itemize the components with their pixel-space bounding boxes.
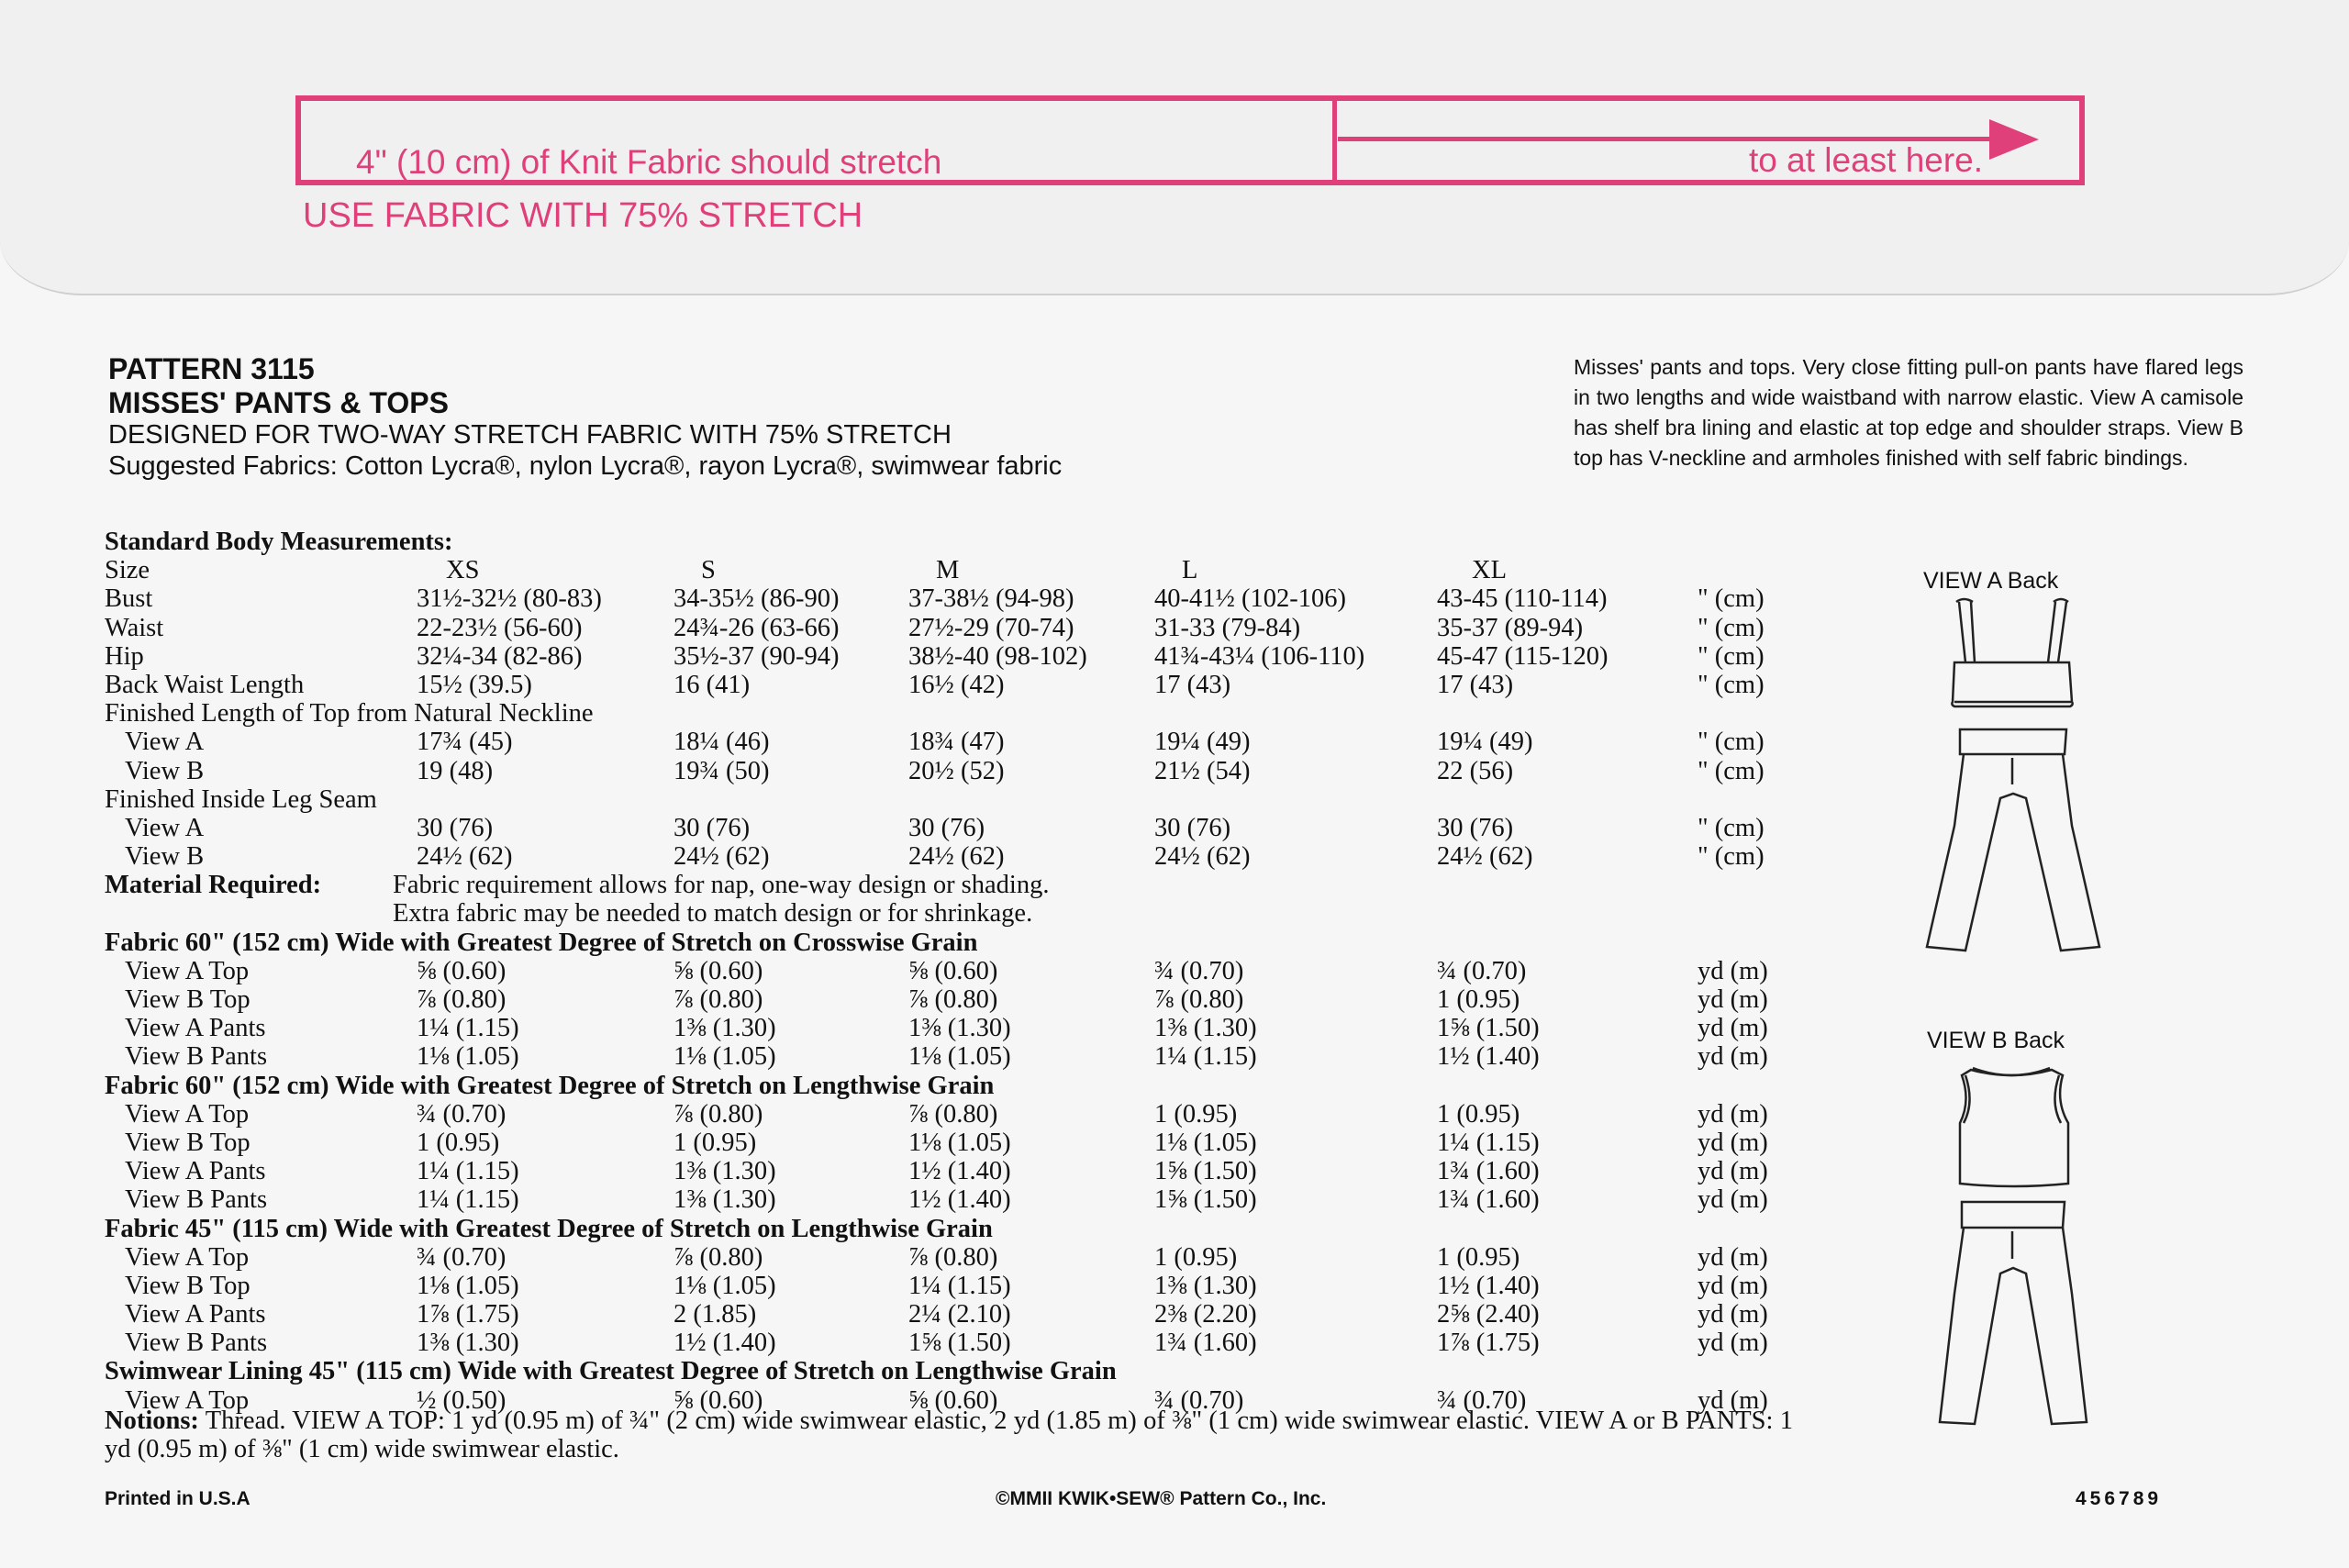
cell: 1 (0.95) bbox=[1154, 1242, 1238, 1272]
row-label: View A Top bbox=[125, 1385, 250, 1415]
cell: 30 (76) bbox=[908, 813, 985, 842]
notions-label: Notions: bbox=[105, 1407, 199, 1435]
unit: " (cm) bbox=[1698, 613, 1765, 642]
cell: 30 (76) bbox=[1154, 813, 1231, 842]
unit: " (cm) bbox=[1698, 842, 1765, 872]
cell: 30 (76) bbox=[417, 813, 494, 842]
top-length-title: Finished Length of Top from Natural Neckline bbox=[105, 699, 594, 728]
cell: 1⅜ (1.30) bbox=[674, 1014, 776, 1043]
cell: 1½ (1.40) bbox=[908, 1185, 1011, 1215]
cell: 21½ (54) bbox=[1154, 756, 1251, 785]
row-label: View B Top bbox=[125, 1128, 250, 1157]
notions bbox=[105, 1407, 1793, 1463]
stretch-guide-right-text: to at least here. bbox=[1749, 141, 1984, 179]
cell: 1¾ (1.60) bbox=[1437, 1157, 1540, 1186]
cell: 1⅜ (1.30) bbox=[417, 1329, 519, 1358]
cell: 1⅜ (1.30) bbox=[1154, 1271, 1257, 1300]
unit: yd (m) bbox=[1698, 1157, 1768, 1186]
cell: 30 (76) bbox=[1437, 813, 1514, 842]
cell: 1⅜ (1.30) bbox=[908, 1014, 1011, 1043]
row-label: View B bbox=[125, 756, 205, 785]
cell: 24½ (62) bbox=[1154, 842, 1251, 872]
row-label: View A Top bbox=[125, 1099, 250, 1129]
copyright: ©MMII KWIK•SEW® Pattern Co., Inc. bbox=[996, 1488, 1327, 1509]
row-label: View A Pants bbox=[125, 1014, 266, 1043]
cell: 18¾ (47) bbox=[908, 728, 1005, 757]
cell: 16 (41) bbox=[674, 670, 751, 699]
row-label: View A Top bbox=[125, 956, 250, 985]
cell: 1⅜ (1.30) bbox=[1154, 1014, 1257, 1043]
cell: 27½-29 (70-74) bbox=[908, 613, 1074, 642]
row-label: View B Top bbox=[125, 1271, 250, 1300]
size-heading: L bbox=[1182, 556, 1198, 585]
cell: ¾ (0.70) bbox=[1154, 956, 1244, 985]
row-label: View B Pants bbox=[125, 1329, 268, 1358]
unit: " (cm) bbox=[1698, 641, 1765, 671]
cell: 1⅞ (1.75) bbox=[1437, 1329, 1540, 1358]
printed-in: Printed in U.S.A bbox=[105, 1488, 250, 1509]
cell: 1⅛ (1.05) bbox=[674, 1042, 776, 1072]
cell: 1⅞ (1.75) bbox=[417, 1300, 519, 1329]
unit: yd (m) bbox=[1698, 1385, 1768, 1415]
cell: 1¼ (1.15) bbox=[908, 1271, 1011, 1300]
cell: 15½ (39.5) bbox=[417, 670, 532, 699]
row-label: Back Waist Length bbox=[105, 670, 305, 699]
unit: " (cm) bbox=[1698, 728, 1765, 757]
size-label: Size bbox=[105, 556, 150, 585]
cell: 31-33 (79-84) bbox=[1154, 613, 1301, 642]
unit: yd (m) bbox=[1698, 1242, 1768, 1272]
cell: 1⅛ (1.05) bbox=[908, 1128, 1011, 1157]
cell: 17 (43) bbox=[1154, 670, 1231, 699]
cell: 2⅜ (2.20) bbox=[1154, 1300, 1257, 1329]
cell: 1½ (1.40) bbox=[674, 1329, 776, 1358]
cell: 1⅝ (1.50) bbox=[1154, 1157, 1257, 1186]
designed-for-note: DESIGNED FOR TWO-WAY STRETCH FABRIC WITH 75% STRETCH bbox=[108, 420, 952, 450]
cell: 1⅛ (1.05) bbox=[908, 1042, 1011, 1072]
stretch-guide-left-text: 4" (10 cm) of Knit Fabric should stretch bbox=[356, 143, 942, 181]
cell: 24½ (62) bbox=[417, 842, 513, 872]
cell: 1⅜ (1.30) bbox=[674, 1157, 776, 1186]
size-heading: XL bbox=[1472, 556, 1507, 585]
use-fabric-note: USE FABRIC WITH 75% STRETCH bbox=[303, 196, 863, 235]
cell: 30 (76) bbox=[674, 813, 751, 842]
cell: 1⅛ (1.05) bbox=[417, 1271, 519, 1300]
cell: 19¼ (49) bbox=[1437, 728, 1533, 757]
cell: ⅝ (0.60) bbox=[674, 956, 763, 985]
unit: yd (m) bbox=[1698, 1329, 1768, 1358]
cell: 40-41½ (102-106) bbox=[1154, 584, 1346, 614]
cell: 22 (56) bbox=[1437, 756, 1514, 785]
cell: 17 (43) bbox=[1437, 670, 1514, 699]
cell: 45-47 (115-120) bbox=[1437, 641, 1609, 671]
row-label: View A Pants bbox=[125, 1157, 266, 1186]
unit: " (cm) bbox=[1698, 584, 1765, 614]
cell: 2¼ (2.10) bbox=[908, 1300, 1011, 1329]
stretch-guide-box bbox=[295, 95, 2085, 185]
cell: ¾ (0.70) bbox=[417, 1242, 507, 1272]
cell: 1 (0.95) bbox=[1437, 1099, 1520, 1129]
row-label: Bust bbox=[105, 584, 153, 614]
cell: ½ (0.50) bbox=[417, 1385, 507, 1415]
cell: 1¼ (1.15) bbox=[417, 1157, 519, 1186]
unit: yd (m) bbox=[1698, 1099, 1768, 1129]
size-heading: M bbox=[936, 556, 960, 585]
cell: 1⅛ (1.05) bbox=[674, 1271, 776, 1300]
row-label: View A Top bbox=[125, 1242, 250, 1272]
cell: 1¼ (1.15) bbox=[417, 1014, 519, 1043]
cell: ⅞ (0.80) bbox=[417, 985, 507, 1014]
cell: 37-38½ (94-98) bbox=[908, 584, 1074, 614]
size-heading: S bbox=[701, 556, 716, 585]
cell: 24½ (62) bbox=[1437, 842, 1533, 872]
cell: ⅞ (0.80) bbox=[908, 985, 998, 1014]
cell: 1 (0.95) bbox=[1437, 1242, 1520, 1272]
material-note-line-1: Fabric requirement allows for nap, one-way design or shading. bbox=[393, 871, 1050, 900]
cell: 1⅝ (1.50) bbox=[1437, 1014, 1540, 1043]
cell: 31½-32½ (80-83) bbox=[417, 584, 602, 614]
pattern-number: PATTERN 3115 bbox=[108, 352, 315, 385]
unit: " (cm) bbox=[1698, 670, 1765, 699]
cell: ⅞ (0.80) bbox=[674, 1099, 763, 1129]
cell: 1⅝ (1.50) bbox=[908, 1329, 1011, 1358]
unit: yd (m) bbox=[1698, 956, 1768, 985]
cell: 34-35½ (86-90) bbox=[674, 584, 840, 614]
cell: ⅞ (0.80) bbox=[908, 1099, 998, 1129]
material-note-line-2: Extra fabric may be needed to match design or for shrinkage. bbox=[393, 899, 1033, 929]
cell: 1¾ (1.60) bbox=[1437, 1185, 1540, 1215]
stretch-guide-divider bbox=[1332, 101, 1337, 180]
cell: 1⅝ (1.50) bbox=[1154, 1185, 1257, 1215]
arrow-right-icon bbox=[1989, 119, 2039, 160]
unit: yd (m) bbox=[1698, 1300, 1768, 1329]
fabric-section-title: Fabric 60" (152 cm) Wide with Greatest Degree of Stretch on Lengthwise Grain bbox=[105, 1071, 995, 1100]
cell: 20½ (52) bbox=[908, 756, 1005, 785]
cell: 2⅝ (2.40) bbox=[1437, 1300, 1540, 1329]
cell: 1 (0.95) bbox=[674, 1128, 757, 1157]
cell: 1¼ (1.15) bbox=[417, 1185, 519, 1215]
cell: ⅝ (0.60) bbox=[908, 956, 998, 985]
cell: 1¼ (1.15) bbox=[1154, 1042, 1257, 1072]
cell: 19 (48) bbox=[417, 756, 494, 785]
fabric-section-title: Fabric 60" (152 cm) Wide with Greatest Degree of Stretch on Crosswise Grain bbox=[105, 928, 978, 957]
cell: 24¾-26 (63-66) bbox=[674, 613, 840, 642]
row-label: View A Pants bbox=[125, 1300, 266, 1329]
cell: 1 (0.95) bbox=[1437, 985, 1520, 1014]
unit: " (cm) bbox=[1698, 813, 1765, 842]
notions-text: Thread. VIEW A TOP: 1 yd (0.95 m) of ¾" (2 cm) wide swimwear elastic, 2 yd (1.85 m) of ⅜" (1 cm) wide swimwear elastic. VIEW A or B PANTS: 1 yd (0.95 m) of ⅜" (1 cm) wide swimwear elastic. bbox=[105, 1407, 1793, 1463]
unit: " (cm) bbox=[1698, 756, 1765, 785]
cell: ⅝ (0.60) bbox=[908, 1385, 998, 1415]
cell: 1⅜ (1.30) bbox=[674, 1185, 776, 1215]
row-label: Waist bbox=[105, 613, 164, 642]
material-required-label: Material Required: bbox=[105, 871, 322, 900]
cell: 19¾ (50) bbox=[674, 756, 770, 785]
cell: 18¼ (46) bbox=[674, 728, 770, 757]
cell: 1¼ (1.15) bbox=[1437, 1128, 1540, 1157]
unit: yd (m) bbox=[1698, 1128, 1768, 1157]
cell: ⅞ (0.80) bbox=[674, 985, 763, 1014]
cell: 2 (1.85) bbox=[674, 1300, 757, 1329]
cell: ⅞ (0.80) bbox=[908, 1242, 998, 1272]
cell: 24½ (62) bbox=[908, 842, 1005, 872]
measurements-title: Standard Body Measurements: bbox=[105, 528, 453, 556]
cell: ⅝ (0.60) bbox=[417, 956, 507, 985]
cell: 22-23½ (56-60) bbox=[417, 613, 583, 642]
cell: 35½-37 (90-94) bbox=[674, 641, 840, 671]
cell: 1⅛ (1.05) bbox=[1154, 1128, 1257, 1157]
cell: 1¾ (1.60) bbox=[1154, 1329, 1257, 1358]
cell: 1⅛ (1.05) bbox=[417, 1042, 519, 1072]
unit: yd (m) bbox=[1698, 985, 1768, 1014]
cell: 38½-40 (98-102) bbox=[908, 641, 1087, 671]
size-heading: XS bbox=[446, 556, 480, 585]
row-label: View B Top bbox=[125, 985, 250, 1014]
leg-seam-title: Finished Inside Leg Seam bbox=[105, 784, 377, 814]
cell: 17¾ (45) bbox=[417, 728, 513, 757]
fabric-section-title: Fabric 45" (115 cm) Wide with Greatest Degree of Stretch on Lengthwise Grain bbox=[105, 1214, 993, 1243]
suggested-fabrics: Suggested Fabrics: Cotton Lycra®, nylon Lycra®, rayon Lycra®, swimwear fabric bbox=[108, 451, 1063, 481]
cell: 43-45 (110-114) bbox=[1437, 584, 1608, 614]
unit: yd (m) bbox=[1698, 1271, 1768, 1300]
cell: 16½ (42) bbox=[908, 670, 1005, 699]
view-b-back-illustration bbox=[1909, 1064, 2120, 1431]
cell: ¾ (0.70) bbox=[417, 1099, 507, 1129]
cell: ¾ (0.70) bbox=[1437, 956, 1527, 985]
unit: yd (m) bbox=[1698, 1185, 1768, 1215]
row-label: View A bbox=[125, 813, 205, 842]
cell: 32¼-34 (82-86) bbox=[417, 641, 583, 671]
cell: 41¾-43¼ (106-110) bbox=[1154, 641, 1365, 671]
cell: 24½ (62) bbox=[674, 842, 770, 872]
unit: yd (m) bbox=[1698, 1042, 1768, 1072]
row-label: View B Pants bbox=[125, 1185, 268, 1215]
unit: yd (m) bbox=[1698, 1014, 1768, 1043]
pattern-title: MISSES' PANTS & TOPS bbox=[108, 386, 449, 419]
product-code: 456789 bbox=[2076, 1488, 2163, 1509]
row-label: View B bbox=[125, 842, 205, 872]
cell: ¾ (0.70) bbox=[1437, 1385, 1527, 1415]
cell: ⅞ (0.80) bbox=[674, 1242, 763, 1272]
cell: 1 (0.95) bbox=[417, 1128, 500, 1157]
view-b-back-label: VIEW B Back bbox=[1927, 1028, 2065, 1053]
pattern-description: Misses' pants and tops. Very close fitting pull-on pants have flared legs in two lengths and wide waistband with narrow elastic. View A camisole has shelf bra lining and elastic at top edge and shoulder straps. View B top has V-neckline and armholes finished with self fabric bindings. bbox=[1574, 355, 2243, 470]
cell: ⅞ (0.80) bbox=[1154, 985, 1244, 1014]
view-a-back-illustration bbox=[1909, 596, 2120, 963]
cell: 1½ (1.40) bbox=[1437, 1042, 1540, 1072]
cell: 1 (0.95) bbox=[1154, 1099, 1238, 1129]
cell: 35-37 (89-94) bbox=[1437, 613, 1584, 642]
cell: 19¼ (49) bbox=[1154, 728, 1251, 757]
fabric-section-title: Swimwear Lining 45" (115 cm) Wide with Greatest Degree of Stretch on Lengthwise Grain bbox=[105, 1357, 1117, 1386]
cell: 1½ (1.40) bbox=[908, 1157, 1011, 1186]
row-label: View A bbox=[125, 728, 205, 757]
view-a-back-label: VIEW A Back bbox=[1923, 568, 2059, 594]
cell: ⅝ (0.60) bbox=[674, 1385, 763, 1415]
row-label: Hip bbox=[105, 641, 144, 671]
row-label: View B Pants bbox=[125, 1042, 268, 1072]
cell: 1½ (1.40) bbox=[1437, 1271, 1540, 1300]
cell: ¾ (0.70) bbox=[1154, 1385, 1244, 1415]
